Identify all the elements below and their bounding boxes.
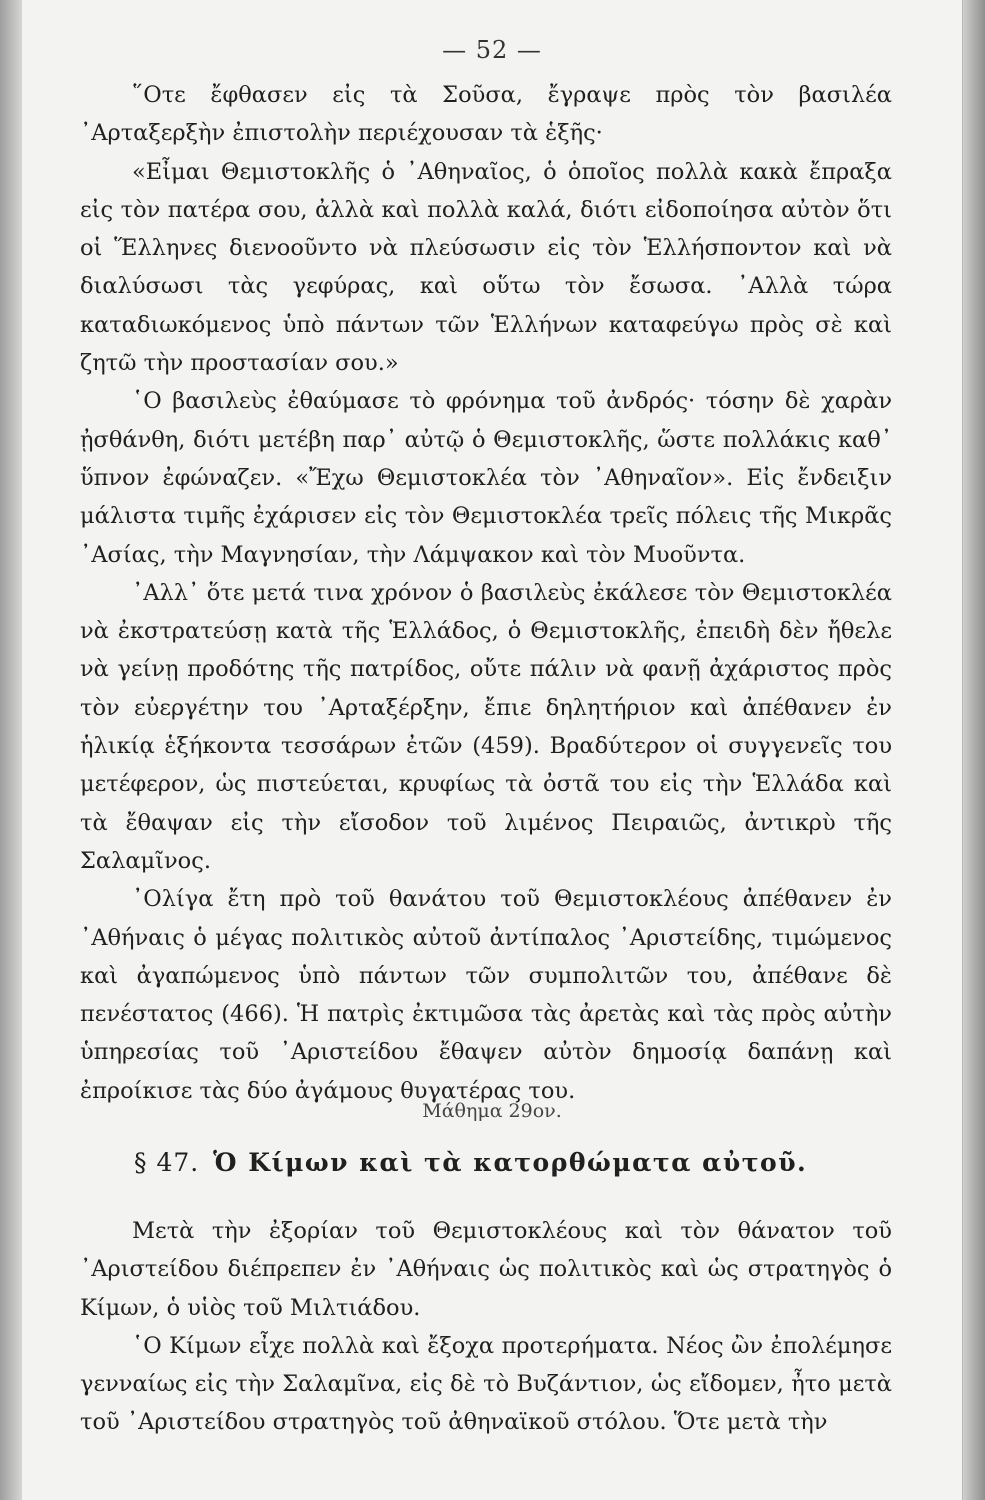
body-text-top <box>80 76 892 1110</box>
page-edge-left <box>0 0 22 1500</box>
paragraph: Μετὰ τὴν ἐξορίαν τοῦ Θεμιστοκλέους καὶ τὸν θάνατον τοῦ ᾿Αριστείδου διέπρεπεν ἐν ᾿Αθήναις ὡς πολιτικὸς καὶ ὡς στρατηγὸς ὁ Κίμων, ὁ υἱὸς τοῦ Μιλτιάδου. <box>80 1218 892 1321</box>
lesson-label: Μάθημα 29ον. <box>422 1100 562 1122</box>
section-title: Ὁ Κίμων καὶ τὰ κατορθώματα αὐτοῦ. <box>213 1148 808 1177</box>
paragraph: «Εἶμαι Θεμιστοκλῆς ὁ ᾿Αθηναῖος, ὁ ὁποῖος πολλὰ κακὰ ἔπραξα εἰς τὸν πατέρα σου, ἀλλὰ καὶ πολλὰ καλά, διότι εἰδοποίησα αὐτὸν ὅτι οἱ Ἕλληνες διενοοῦντο νὰ πλεύσωσιν εἰς τὸν Ἑλλήσποντον καὶ νὰ διαλύσωσι τὰς γεφύρας, καὶ οὕτω τὸν ἔσωσα. ᾿Αλλὰ τώρα καταδιωκόμενος ὑπὸ πάντων τῶν Ἑλλήνων καταφεύγω πρὸς σὲ καὶ ζητῶ τὴν προστασίαν σου.» <box>80 158 892 377</box>
section-heading <box>134 1148 807 1177</box>
page-number: — 52 — <box>442 36 542 64</box>
paragraph: ῞Οτε ἔφθασεν εἰς τὰ Σοῦσα, ἔγραψε πρὸς τὸν βασιλέα ᾿Αρταξερξὴν ἐπιστολὴν περιέχουσαν τὰ ἑξῆς· <box>80 82 892 147</box>
paragraph: ῾Ο βασιλεὺς ἐθαύμασε τὸ φρόνημα τοῦ ἀνδρός· τόσην δὲ χαρὰν ᾐσθάνθη, διότι μετέβη παρ᾿ αὐτῷ ὁ Θεμιστοκλῆς, ὥστε πολλάκις καθ᾿ ὕπνον ἐφώναζεν. «Ἔχω Θεμιστοκλέα τὸν ᾿Αθηναῖον». Εἰς ἔνδειξιν μάλιστα τιμῆς ἐχάρισεν εἰς τὸν Θεμιστοκλέα τρεῖς πόλεις τῆς Μικρᾶς ᾿Ασίας, τὴν Μαγνησίαν, τὴν Λάμψακον καὶ τὸν Μυοῦντα. <box>80 388 892 568</box>
paragraph: ῾Ο Κίμων εἶχε πολλὰ καὶ ἔξοχα προτερήματα. Νέος ὢν ἐπολέμησε γενναίως εἰς τὴν Σαλαμῖνα, εἰς δὲ τὸ Βυζάντιον, ὡς εἴδομεν, ἦτο μετὰ τοῦ ᾿Αριστείδου στρατηγὸς τοῦ ἀθηναϊκοῦ στόλου. Ὅτε μετὰ τὴν <box>80 1332 892 1436</box>
page-edge-right <box>963 0 985 1500</box>
paragraph: ᾿Αλλ᾿ ὅτε μετά τινα χρόνον ὁ βασιλεὺς ἐκάλεσε τὸν Θεμιστοκλέα νὰ ἐκστρατεύσῃ κατὰ τῆς Ἑλλάδος, ὁ Θεμιστοκλῆς, ἐπειδὴ δὲν ἤθελε νὰ γείνῃ προδότης τῆς πατρίδος, οὔτε πάλιν νὰ φανῇ ἀχάριστος πρὸς τὸν εὐεργέτην του ᾿Αρταξέρξην, ἔπιε δηλητήριον καὶ ἀπέθανεν ἐν ἡλικίᾳ ἑξήκοντα τεσσάρων ἐτῶν (459). Βραδύτερον οἱ συγγενεῖς του μετέφερον, ὡς πιστεύεται, κρυφίως τὰ ὀστᾶ του εἰς τὴν Ἑλλάδα καὶ τὰ ἔθαψαν εἰς τὴν εἴσοδον τοῦ λιμένος Πειραιῶς, ἀντικρὺ τῆς Σαλαμῖνος. <box>80 579 892 874</box>
section-number: § 47. <box>134 1148 200 1177</box>
paragraph: ᾿Ολίγα ἔτη πρὸ τοῦ θανάτου τοῦ Θεμιστοκλέους ἀπέθανεν ἐν ᾿Αθήναις ὁ μέγας πολιτικὸς αὐτοῦ ἀντίπαλος ᾿Αριστείδης, τιμώμενος καὶ ἀγαπώμενος ὑπὸ πάντων τῶν συμπολιτῶν του, ἀπέθανε δὲ πενέστατος (466). Ἡ πατρὶς ἐκτιμῶσα τὰς ἀρετὰς καὶ τὰς πρὸς αὐτὴν ὑπηρεσίας τοῦ ᾿Αριστείδου ἔθαψεν αὐτὸν δημοσίᾳ δαπάνῃ καὶ ἐπροίκισε τὰς δύο ἀγάμους θυγατέρας του. <box>80 886 892 1104</box>
body-text-bottom <box>80 1212 892 1442</box>
book-page <box>22 0 962 1500</box>
